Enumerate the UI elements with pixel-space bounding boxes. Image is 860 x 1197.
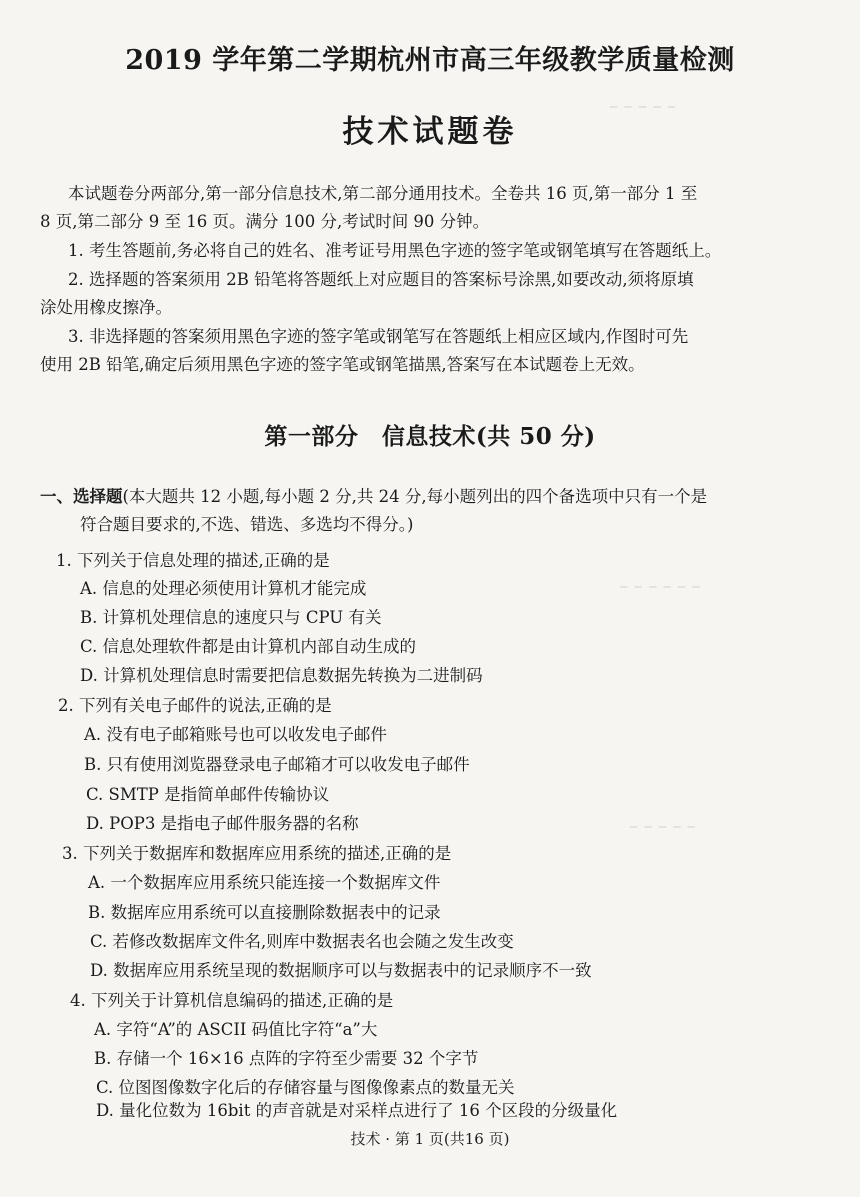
part-heading: 一、选择题 [40,487,123,506]
question-1-option-a: A. 信息的处理必须使用计算机才能完成 [80,579,367,598]
question-1-option-b: B. 计算机处理信息的速度只与 CPU 有关 [80,608,382,627]
exam-subtitle: 技术试题卷 [342,114,518,150]
page-footer: 技术 · 第 1 页(共16 页) [350,1130,510,1148]
note-3-line-1: 3. 非选择题的答案须用黑色字迹的签字笔或钢笔写在答题纸上相应区域内,作图时可先 [68,327,689,346]
note-3-line-2: 使用 2B 铅笔,确定后须用黑色字迹的签字笔或钢笔描黑,答案写在本试题卷上无效。 [40,355,645,374]
part-description: (本大题共 12 小题,每小题 2 分,共 24 分,每小题列出的四个备选项中只有一个是 [122,487,708,506]
note-1: 1. 考生答题前,务必将自己的姓名、准考证号用黑色字迹的签字笔或钢笔填写在答题纸上。 [68,241,722,260]
part-heading-line-1 [40,486,707,508]
section-title: 第一部分 信息技术(共 50 分) [264,423,596,450]
bleed-through-marks: ─ ─ ─ ─ ─ ─ [620,580,700,594]
question-3-option-d: D. 数据库应用系统呈现的数据顺序可以与数据表中的记录顺序不一致 [90,961,592,980]
question-2-stem: 2. 下列有关电子邮件的说法,正确的是 [58,696,332,715]
bleed-through-marks: ─ ─ ─ ─ ─ [630,820,696,834]
question-4-option-d: D. 量化位数为 16bit 的声音就是对采样点进行了 16 个区段的分级量化 [96,1101,618,1120]
note-2-line-2: 涂处用橡皮擦净。 [40,298,172,317]
question-3-option-a: A. 一个数据库应用系统只能连接一个数据库文件 [88,873,441,892]
question-2-option-a: A. 没有电子邮箱账号也可以收发电子邮件 [84,725,387,744]
question-2-option-d: D. POP3 是指电子邮件服务器的名称 [86,814,359,833]
question-4-option-c: C. 位图图像数字化后的存储容量与图像像素点的数量无关 [96,1078,515,1097]
part-description-line-2: 符合题目要求的,不选、错选、多选均不得分。) [80,515,414,534]
note-2-line-1: 2. 选择题的答案须用 2B 铅笔将答题纸上对应题目的答案标号涂黑,如要改动,须将原填 [68,270,694,289]
question-4-option-a: A. 字符“A”的 ASCII 码值比字符“a”大 [94,1020,378,1039]
question-1-stem: 1. 下列关于信息处理的描述,正确的是 [56,551,330,570]
bleed-through-marks: ─ ─ ─ ─ ─ [610,100,676,114]
question-2-option-b: B. 只有使用浏览器登录电子邮箱才可以收发电子邮件 [84,755,470,774]
question-1-option-d: D. 计算机处理信息时需要把信息数据先转换为二进制码 [80,666,483,685]
question-3-stem: 3. 下列关于数据库和数据库应用系统的描述,正确的是 [62,844,452,863]
exam-title: 2019 学年第二学期杭州市高三年级教学质量检测 [125,45,735,76]
question-3-option-c: C. 若修改数据库文件名,则库中数据表名也会随之发生改变 [90,932,514,951]
question-4-stem: 4. 下列关于计算机信息编码的描述,正确的是 [70,991,394,1010]
intro-line-2: 8 页,第二部分 9 至 16 页。满分 100 分,考试时间 90 分钟。 [40,212,490,231]
intro-line-1: 本试题卷分两部分,第一部分信息技术,第二部分通用技术。全卷共 16 页,第一部分 1 至 [68,184,698,203]
question-1-option-c: C. 信息处理软件都是由计算机内部自动生成的 [80,637,417,656]
question-2-option-c: C. SMTP 是指简单邮件传输协议 [86,785,330,804]
question-4-option-b: B. 存储一个 16×16 点阵的字符至少需要 32 个字节 [94,1049,479,1068]
question-3-option-b: B. 数据库应用系统可以直接删除数据表中的记录 [88,903,441,922]
